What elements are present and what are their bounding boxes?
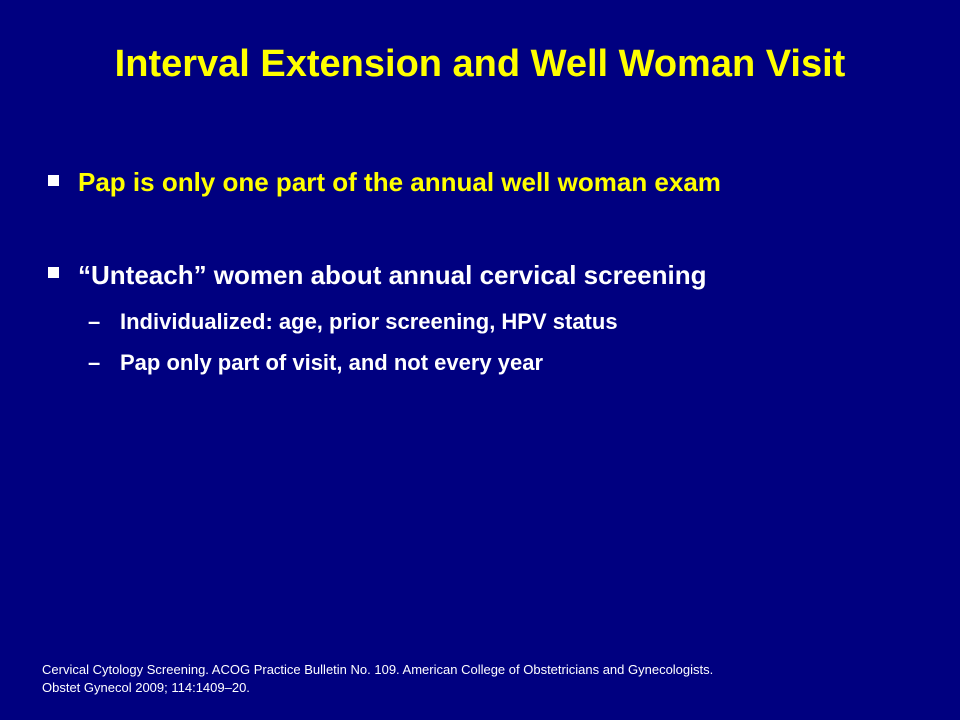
citation-line-2: Obstet Gynecol 2009; 114:1409–20. xyxy=(42,680,250,695)
citation-footnote xyxy=(42,661,922,697)
square-bullet-icon xyxy=(48,267,59,278)
dash-bullet-icon: – xyxy=(88,350,101,375)
bullet-text: “Unteach” women about annual cervical screening xyxy=(78,260,707,290)
sub-bullet-text: Individualized: age, prior screening, HPV status xyxy=(120,309,618,334)
square-bullet-icon xyxy=(48,175,59,186)
bullet-text: Pap is only one part of the annual well woman exam xyxy=(78,167,721,197)
citation-line-1: Cervical Cytology Screening. ACOG Practice Bulletin No. 109. American College of Obstetricians and Gynecologists. xyxy=(42,662,714,677)
slide-title: Interval Extension and Well Woman Visit xyxy=(114,43,846,85)
dash-bullet-icon: – xyxy=(88,309,101,334)
sub-bullet-text: Pap only part of visit, and not every year xyxy=(120,350,544,375)
